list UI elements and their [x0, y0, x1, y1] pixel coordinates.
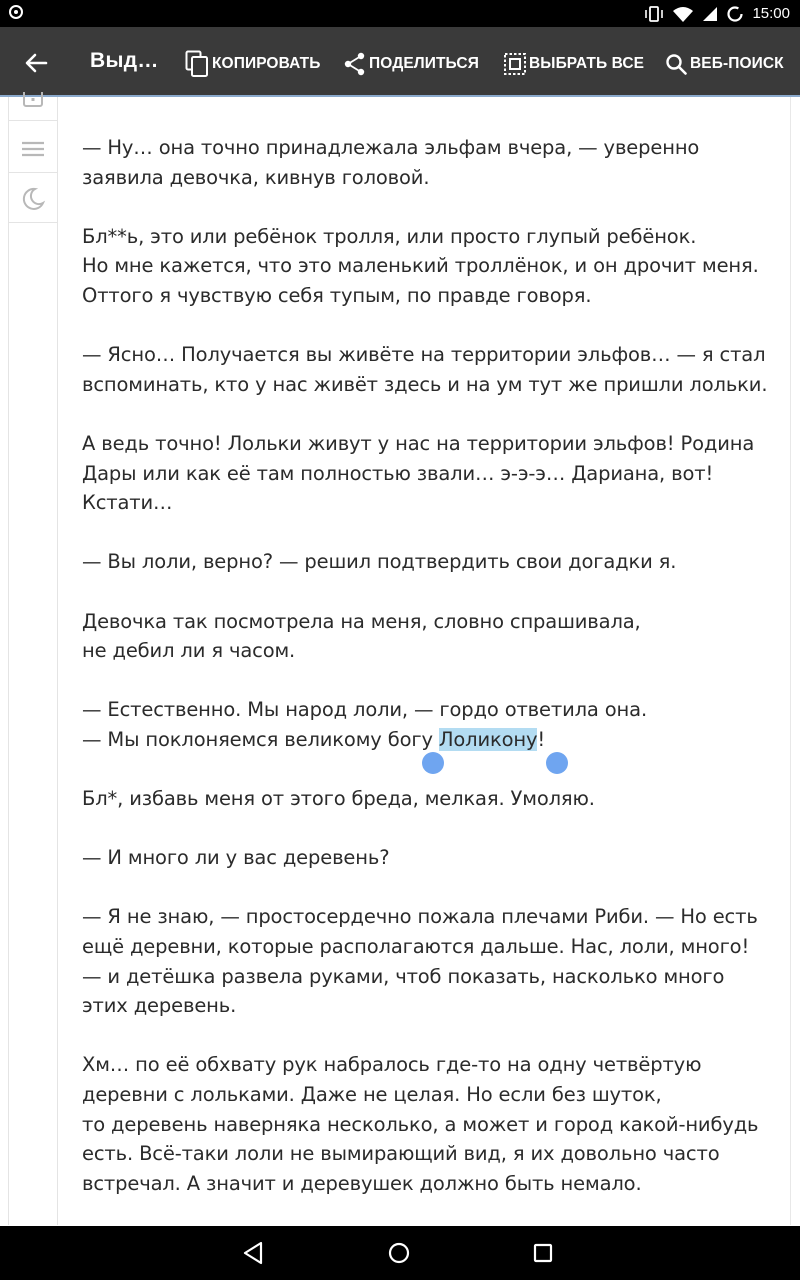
select-all-button[interactable] [504, 49, 644, 79]
copy-label: КОПИРОВАТЬ [212, 55, 321, 72]
clock: 15:00 [752, 5, 790, 22]
battery-sync-icon [726, 5, 744, 23]
web-search-label: ВЕБ-ПОИСК [690, 55, 784, 72]
book-text[interactable] [82, 133, 782, 1228]
select-all-icon [504, 53, 526, 75]
side-separator [9, 222, 57, 223]
wifi-icon [672, 6, 694, 22]
select-all-label: ВЫБРАТЬ ВСЕ [529, 55, 645, 72]
selection-start-handle[interactable] [422, 752, 444, 774]
paragraph-with-selection [82, 695, 782, 754]
side-separator [9, 172, 57, 173]
share-label: ПОДЕЛИТЬСЯ [369, 55, 479, 72]
line-text: ! [537, 727, 546, 751]
home-icon[interactable] [383, 1237, 415, 1269]
search-icon [665, 53, 687, 75]
night-mode-icon[interactable] [20, 186, 46, 212]
back-nav-icon[interactable] [237, 1237, 269, 1269]
vibrate-icon [644, 6, 664, 22]
page-right-edge [790, 97, 791, 1225]
line-text: — Естественно. Мы народ лоли, — гордо ответила она. [82, 698, 647, 722]
side-panel-border [8, 97, 9, 1225]
navigation-bar [0, 1226, 800, 1280]
selected-text[interactable]: Лоликону [438, 727, 538, 751]
paragraph: — Я не знаю, — простосердечно пожала плечами Риби. — Но есть ещё деревни, которые располагаются дальше. Нас, лоли, много! — и детёшка развела руками, чтоб показать, насколько много этих деревень. [82, 905, 758, 1018]
paragraph: Девочка так посмотрела на меня, словно спрашивала, не дебил ли я часом. [82, 609, 641, 663]
notification-icon [8, 4, 24, 20]
signal-icon [702, 6, 718, 22]
status-bar [0, 0, 800, 27]
action-bar-title: Выд… [90, 49, 159, 72]
side-separator [9, 120, 57, 121]
selection-end-handle[interactable] [546, 752, 568, 774]
paragraph: — И много ли у вас деревень? [82, 846, 390, 870]
web-search-button[interactable] [665, 49, 784, 79]
back-arrow-icon[interactable] [22, 49, 50, 77]
copy-icon [185, 50, 209, 78]
side-panel-divider [57, 97, 58, 1225]
bookmark-icon[interactable] [20, 92, 46, 110]
share-button[interactable] [344, 49, 479, 79]
paragraph: — Вы лоли, верно? — решил подтвердить свои догадки я. [82, 550, 677, 574]
paragraph: А ведь точно! Лольки живут у нас на территории эльфов! Родина Дары или как её там полностью звали… э-э-э… Дариана, вот! Кстати… [82, 431, 755, 515]
menu-icon[interactable] [20, 137, 46, 163]
paragraph: Бл*, избавь меня от этого бреда, мелкая. Умоляю. [82, 787, 595, 811]
paragraph: Хм… по её обхвату рук набралось где-то на одну четвёртую деревни с лольками. Даже не целая. Но если без шуток, то деревень наверняка несколько, а может и город какой-нибудь есть. Всё-таки лоли не вымирающий вид, я их довольно часто встречал. А значит и деревушек должно быть немало. [82, 1053, 759, 1195]
copy-button[interactable] [185, 49, 320, 79]
line-text: — Мы поклоняемся великому богу [82, 727, 439, 751]
share-icon [344, 52, 366, 76]
paragraph: — Ну… она точно принадлежала эльфам вчера, — уверенно заявила девочка, кивнув головой. [82, 136, 700, 189]
recents-icon[interactable] [527, 1237, 559, 1269]
selection-action-bar [0, 27, 800, 97]
paragraph: Бл**ь, это или ребёнок тролля, или просто глупый ребёнок. Но мне кажется, что это маленький троллёнок, и он дрочит меня. Оттого я чувствую себя тупым, по правде говоря. [82, 224, 759, 307]
paragraph: — Ясно… Получается вы живёте на территории эльфов… — я стал вспоминать, кто у нас живёт здесь и на ум тут же пришли лольки. [82, 343, 768, 396]
